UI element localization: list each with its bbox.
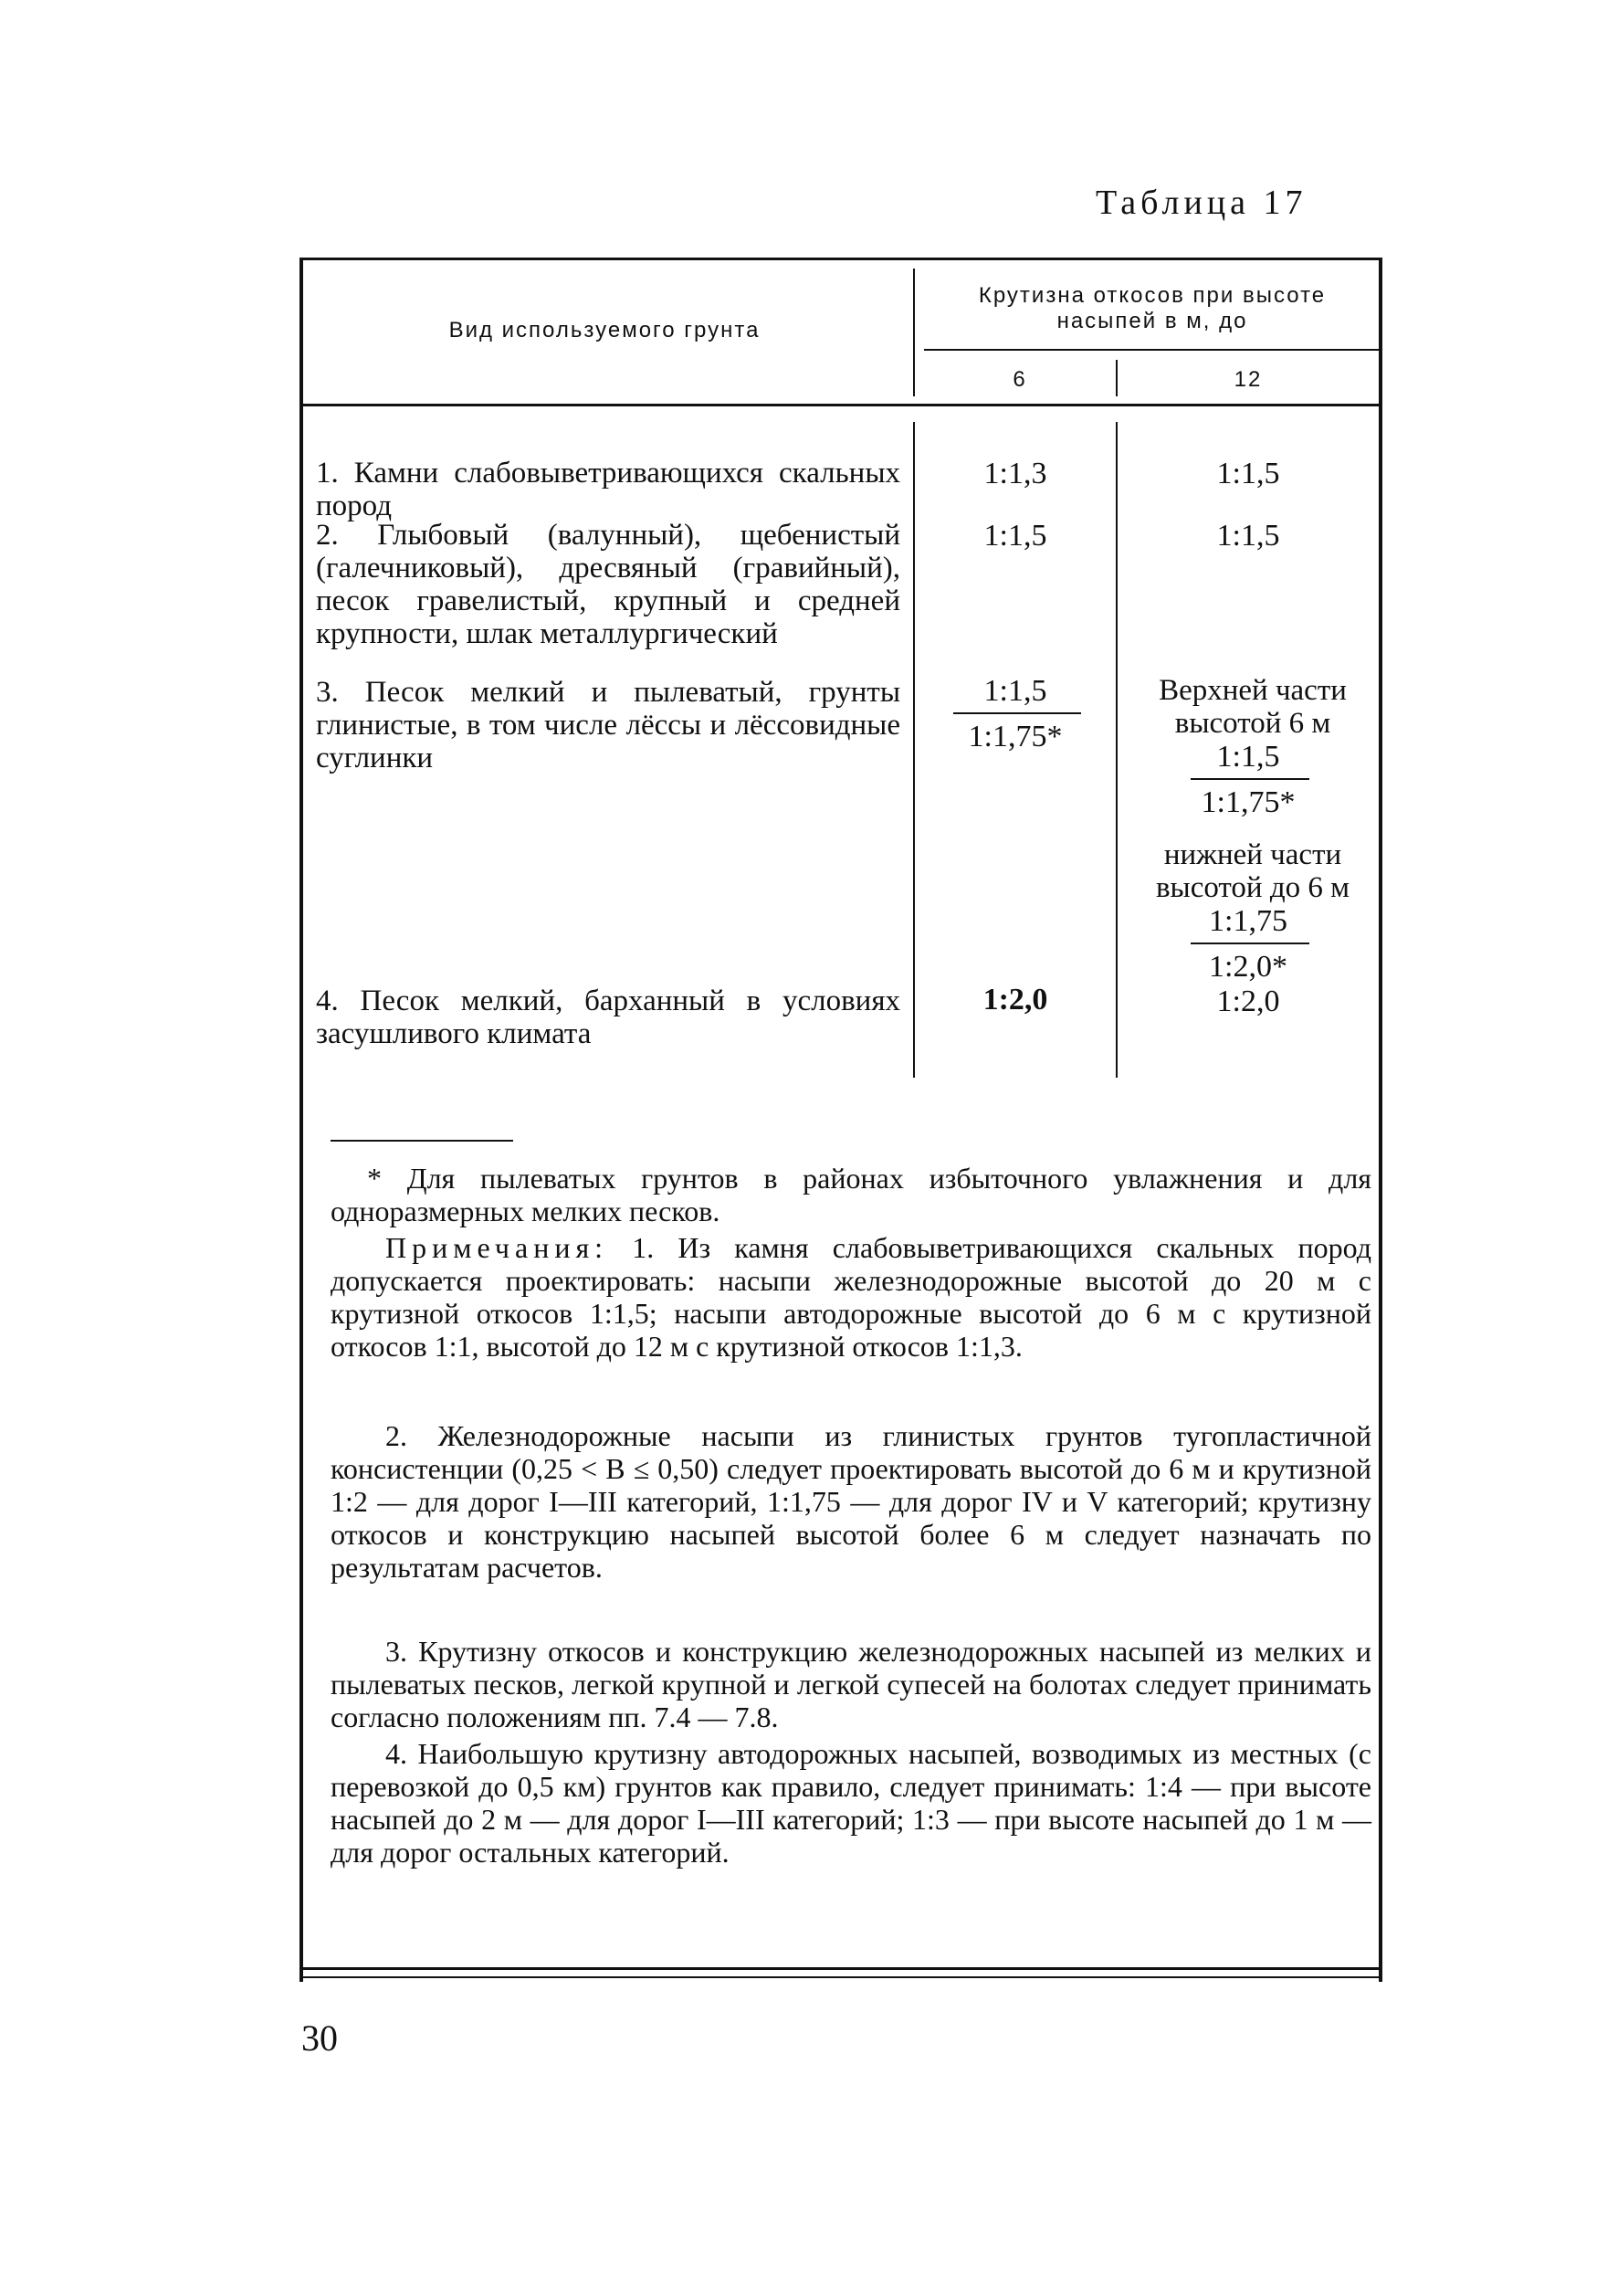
body-sub-divider [1116,422,1118,1078]
row-3-height-12-lower-numerator: 1:1,75 [1209,904,1287,938]
note-3: 3. Крутизну откосов и конструкцию железнодорожных насыпей из мелких и пылеватых песков, легкой крупной и легкой супесей на болотах следует принимать согласно положениям пп. 7.4 — 7.8. [331,1635,1371,1733]
note-1-text: 1. Из камня слабовыветривающихся скальных пород допускается проектировать: насыпи железнодорожные высотой до 20 м с крутизной откосов 1:1,5; насыпи автодорожные высотой до 6 м с крутизной откосов 1:1, высотой до 12 м с крутизной откосов 1:1,3. [331,1231,1372,1363]
table-bottom-rule-2 [303,1976,1379,1978]
row-2-height-6: 1:1,5 [983,519,1047,553]
row-3-height-6-fraction-bar [953,712,1081,714]
header-slope-group: Крутизна откосов при высоте насыпей в м, до [978,283,1327,333]
row-3-height-6-denominator: 1:1,75* [968,720,1063,753]
row-1-height-12: 1:1,5 [1216,457,1280,490]
header-height-12: 12 [1234,367,1263,392]
row-1-soil: 1. Камни слабовыветривающихся скальных пород [316,457,900,522]
row-3-height-12-upper-label: Верхней части высотой 6 м [1159,674,1347,740]
row-3-height-12-upper-numerator: 1:1,5 [1216,740,1280,774]
footnote: * Для пылеватых грунтов в районах избыточного увлажнения и для одноразмерных мелких песков. [331,1162,1371,1227]
row-3-height-12-upper-denominator: 1:1,75* [1201,785,1296,819]
header-bottom-rule [303,404,1379,406]
header-height-6: 6 [1013,367,1027,392]
row-2-soil: 2. Глыбовый (валунный), щебенистый (галечниковый), дресвяный (гравийный), песок гравелистый, крупный и средней крупности, шлак металлургический [316,519,900,650]
row-4-height-12: 1:2,0 [1216,985,1280,1018]
row-2-height-12: 1:1,5 [1216,519,1280,553]
header-group-rule [924,349,1379,351]
row-3-height-12-lower-denominator: 1:2,0* [1209,950,1287,984]
row-3-height-6-numerator: 1:1,5 [983,674,1047,708]
header-col-divider [913,269,915,396]
header-sub-divider [1116,360,1118,396]
notes-title: Примечания: [385,1231,609,1264]
note-4: 4. Наибольшую крутизну автодорожных насыпей, возводимых из местных (с перевозкой до 0,5 км) грунтов как правило, следует принимать: 1:4 — при высоте насыпей до 2 м — для дорог I—III категорий; 1:3 — при высоте насыпей до 1 м — для дорог остальных категорий. [331,1737,1371,1869]
row-3-height-12-lower-bar [1191,943,1309,944]
row-3-soil: 3. Песок мелкий и пылеватый, грунты глинистые, в том числе лёссы и лёссовидные суглинки [316,676,900,774]
note-1 [331,1231,1371,1363]
header-soil-type: Вид используемого грунта [448,318,761,342]
row-1-height-6: 1:1,3 [983,457,1047,490]
row-4-soil: 4. Песок мелкий, барханный в условиях засушливого климата [316,985,900,1050]
header-top-rule [303,258,1379,260]
footnote-rule [331,1140,513,1142]
page-number: 30 [301,2017,338,2059]
row-4-height-6: 1:2,0 [982,983,1048,1016]
row-3-height-12-lower-label: нижней части высотой до 6 м [1155,838,1350,904]
note-2: 2. Железнодорожные насыпи из глинистых грунтов тугопластичной консистенции (0,25 < B ≤ 0,50) следует проектировать высотой до 6 м и крутизной 1:2 — для дорог I—III категорий, 1:1,75 — для дорог IV и V категорий; крутизну откосов и конструкцию насыпей высотой более 6 м следует назначать по результатам расчетов. [331,1419,1371,1584]
table-caption: Таблица 17 [1096,184,1308,222]
table-frame [299,258,1382,1982]
body-col-divider [913,422,915,1078]
table-bottom-rule [303,1967,1379,1970]
row-3-height-12-upper-bar [1191,778,1309,780]
